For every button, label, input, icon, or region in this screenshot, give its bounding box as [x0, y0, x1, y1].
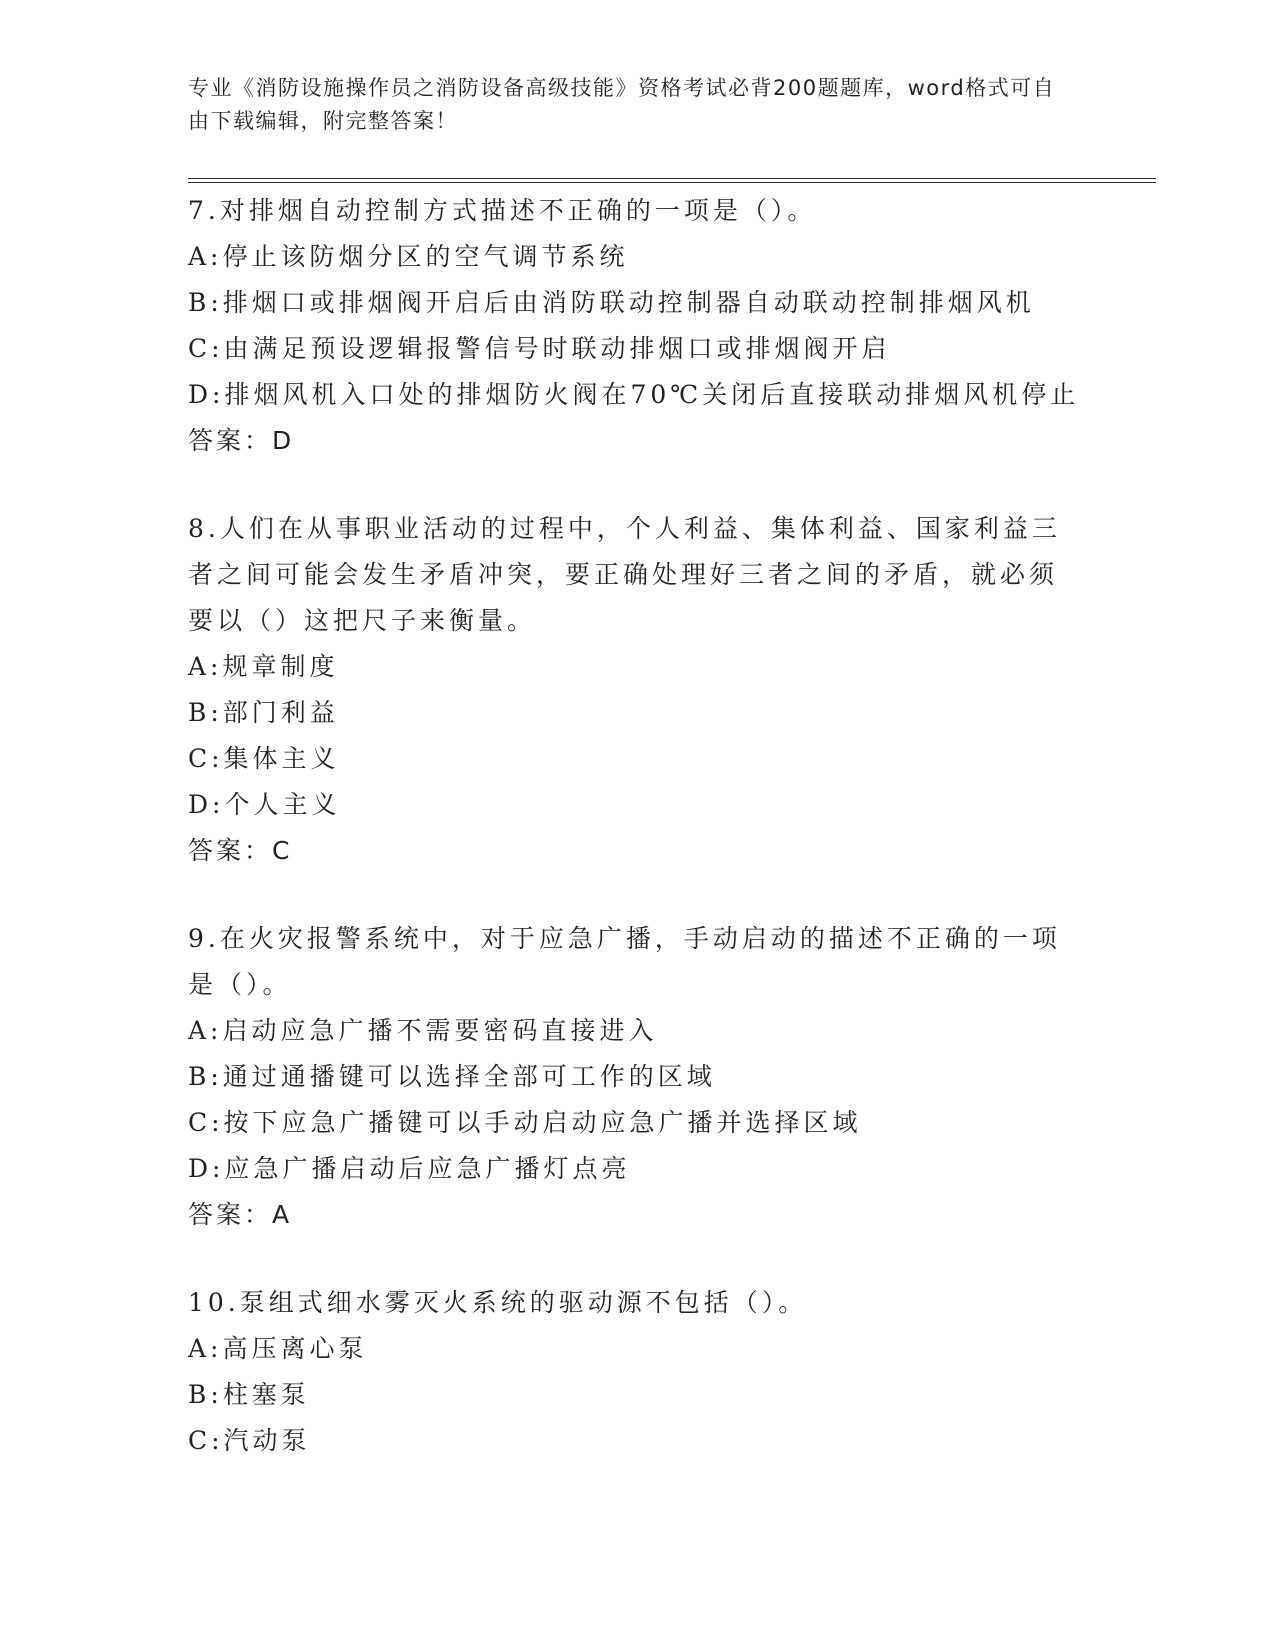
answer: 答案：A	[188, 1200, 293, 1229]
answer: 答案：D	[188, 426, 295, 455]
option-c: C:按下应急广播键可以手动启动应急广播并选择区域	[188, 1108, 862, 1137]
question-stem: 10.泵组式细水雾灭火系统的驱动源不包括（）。	[188, 1288, 808, 1317]
question-8	[188, 506, 1068, 874]
document-header: 专业《消防设施操作员之消防设备高级技能》资格考试必背200题题库，word格式可自由下载编辑，附完整答案！	[188, 76, 1056, 133]
option-a: A:停止该防烟分区的空气调节系统	[188, 242, 629, 271]
question-7	[188, 188, 1080, 464]
question-stem: 7.对排烟自动控制方式描述不正确的一项是（）。	[188, 196, 817, 225]
option-b: B:部门利益	[188, 698, 339, 727]
question-stem: 8.人们在从事职业活动的过程中，个人利益、集体利益、国家利益三者之间可能会发生矛盾冲突，要正确处理好三者之间的矛盾，就必须要以（）这把尺子来衡量。	[188, 514, 1061, 635]
question-10	[188, 1280, 1068, 1464]
option-a: A:高压离心泵	[188, 1334, 368, 1363]
question-9	[188, 916, 1068, 1238]
option-c: C:汽动泵	[188, 1426, 311, 1455]
option-c: C:由满足预设逻辑报警信号时联动排烟口或排烟阀开启	[188, 334, 891, 363]
option-a: A:启动应急广播不需要密码直接进入	[188, 1016, 658, 1045]
option-d: D:排烟风机入口处的排烟防火阀在70℃关闭后直接联动排烟风机停止	[188, 380, 1080, 409]
option-b: B:通过通播键可以选择全部可工作的区域	[188, 1062, 716, 1091]
question-list	[188, 188, 1080, 1506]
header-divider	[188, 178, 1156, 183]
option-b: B:排烟口或排烟阀开启后由消防联动控制器自动联动控制排烟风机	[188, 288, 1035, 317]
option-d: D:个人主义	[188, 790, 341, 819]
option-c: C:集体主义	[188, 744, 340, 773]
option-a: A:规章制度	[188, 652, 339, 681]
option-b: B:柱塞泵	[188, 1380, 310, 1409]
answer: 答案：C	[188, 836, 293, 865]
option-d: D:应急广播启动后应急广播灯点亮	[188, 1154, 631, 1183]
question-stem: 9.在火灾报警系统中，对于应急广播，手动启动的描述不正确的一项是（）。	[188, 924, 1061, 999]
